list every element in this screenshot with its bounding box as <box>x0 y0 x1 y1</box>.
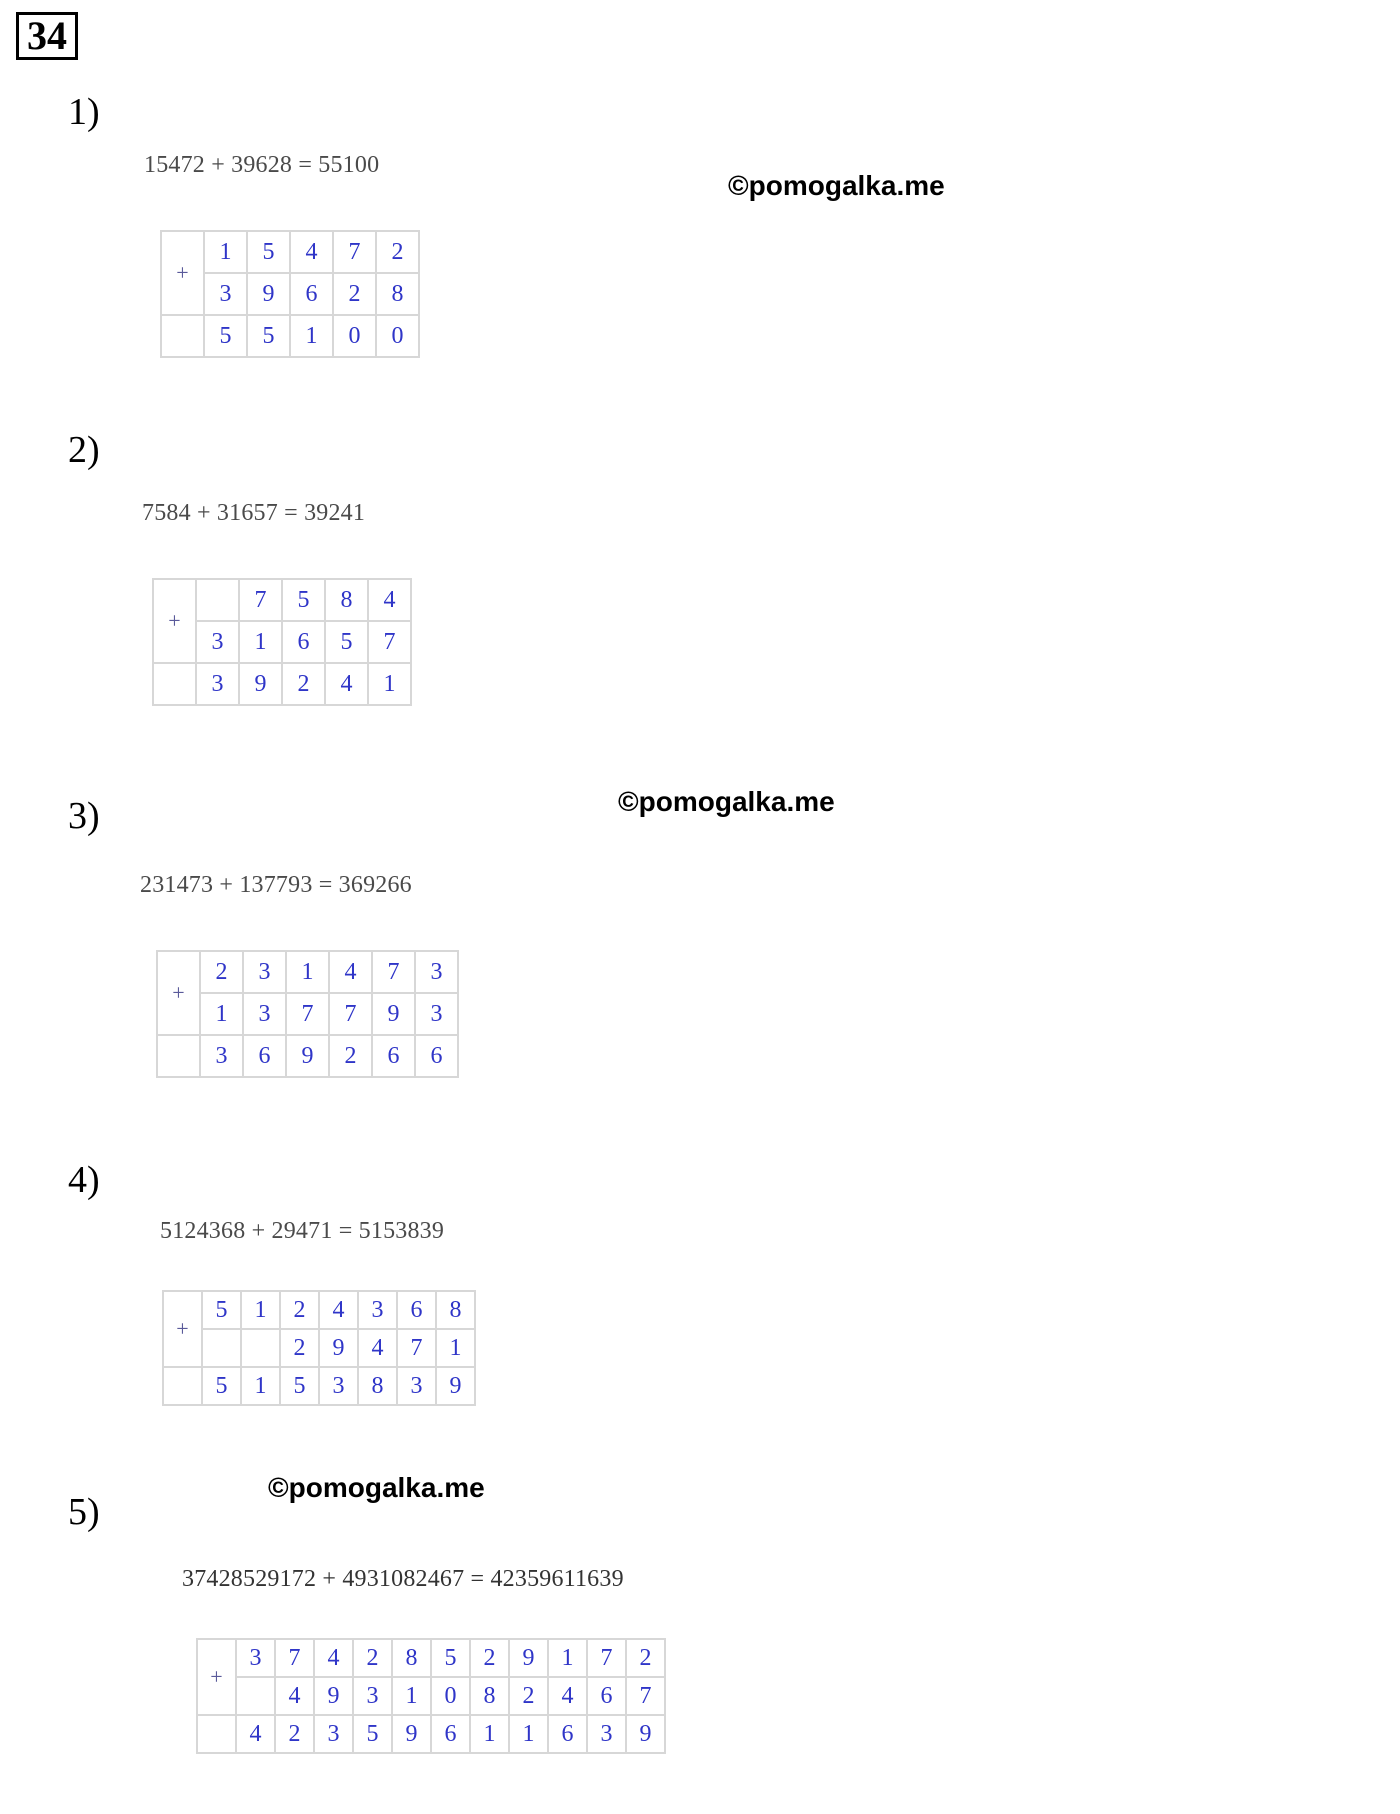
result-row <box>161 315 419 357</box>
digit-cell: 5 <box>247 231 290 273</box>
digit-cell: 4 <box>329 951 372 993</box>
digit-cell: 9 <box>314 1677 353 1715</box>
digit-cell: 4 <box>290 231 333 273</box>
digit-cell: 2 <box>353 1639 392 1677</box>
addend-row <box>161 231 419 273</box>
digit-cell: 3 <box>243 993 286 1035</box>
digit-cell: 9 <box>286 1035 329 1077</box>
digit-cell: 7 <box>239 579 282 621</box>
addition-table-4 <box>162 1290 476 1406</box>
digit-cell: 2 <box>280 1291 319 1329</box>
digit-cell: 7 <box>329 993 372 1035</box>
digit-cell: 5 <box>202 1367 241 1405</box>
addend-row <box>153 579 411 621</box>
result-row <box>157 1035 458 1077</box>
digit-cell: 6 <box>282 621 325 663</box>
equation-1: 15472 + 39628 = 55100 <box>144 152 380 178</box>
digit-cell: 1 <box>241 1367 280 1405</box>
digit-cell: 1 <box>290 315 333 357</box>
plus-sign: + <box>153 579 196 663</box>
digit-cell: 7 <box>368 621 411 663</box>
digit-cell: 9 <box>392 1715 431 1753</box>
digit-cell: 1 <box>241 1291 280 1329</box>
digit-cell: 1 <box>470 1715 509 1753</box>
digit-cell: 4 <box>314 1639 353 1677</box>
result-row <box>197 1715 665 1753</box>
item-label-2: 2) <box>68 429 100 471</box>
empty-cell <box>161 315 204 357</box>
plus-sign: + <box>161 231 204 315</box>
equation-4: 5124368 + 29471 = 5153839 <box>160 1218 445 1244</box>
digit-cell: 8 <box>358 1367 397 1405</box>
digit-cell: 6 <box>243 1035 286 1077</box>
digit-cell: 3 <box>236 1639 275 1677</box>
digit-cell: 2 <box>275 1715 314 1753</box>
digit-cell: 1 <box>204 231 247 273</box>
digit-cell: 4 <box>325 663 368 705</box>
item-label-5: 5) <box>68 1491 100 1533</box>
digit-cell: 7 <box>286 993 329 1035</box>
digit-cell: 3 <box>196 621 239 663</box>
digit-cell: 9 <box>247 273 290 315</box>
task-number: 34 <box>16 12 78 60</box>
digit-cell: 3 <box>415 993 458 1035</box>
plus-sign: + <box>197 1639 236 1715</box>
digit-cell: 4 <box>236 1715 275 1753</box>
addition-table-3 <box>156 950 459 1078</box>
digit-cell: 6 <box>397 1291 436 1329</box>
addition-table-1 <box>160 230 420 358</box>
digit-cell: 3 <box>358 1291 397 1329</box>
digit-cell <box>236 1677 275 1715</box>
watermark-1: ©pomogalka.me <box>728 170 945 201</box>
digit-cell: 0 <box>376 315 419 357</box>
digit-cell: 1 <box>392 1677 431 1715</box>
digit-cell: 3 <box>415 951 458 993</box>
digit-cell: 0 <box>431 1677 470 1715</box>
digit-cell: 4 <box>368 579 411 621</box>
addend-row <box>197 1639 665 1677</box>
digit-cell: 9 <box>626 1715 665 1753</box>
digit-cell: 8 <box>392 1639 431 1677</box>
empty-cell <box>197 1715 236 1753</box>
watermark-3: ©pomogalka.me <box>268 1472 485 1503</box>
addend-row <box>157 993 458 1035</box>
digit-cell: 2 <box>329 1035 372 1077</box>
addend-row <box>197 1677 665 1715</box>
digit-cell: 6 <box>372 1035 415 1077</box>
digit-cell: 5 <box>353 1715 392 1753</box>
digit-cell: 9 <box>509 1639 548 1677</box>
empty-cell <box>163 1367 202 1405</box>
digit-cell: 4 <box>319 1291 358 1329</box>
digit-cell: 9 <box>239 663 282 705</box>
digit-cell: 6 <box>587 1677 626 1715</box>
empty-cell <box>153 663 196 705</box>
digit-cell: 2 <box>509 1677 548 1715</box>
digit-cell: 3 <box>204 273 247 315</box>
item-label-3: 3) <box>68 795 100 837</box>
item-label-1: 1) <box>68 91 100 133</box>
digit-cell: 2 <box>626 1639 665 1677</box>
digit-cell: 3 <box>587 1715 626 1753</box>
digit-cell: 8 <box>325 579 368 621</box>
empty-cell <box>157 1035 200 1077</box>
digit-cell: 9 <box>319 1329 358 1367</box>
equation-3: 231473 + 137793 = 369266 <box>140 872 412 898</box>
digit-cell: 2 <box>376 231 419 273</box>
digit-cell: 7 <box>397 1329 436 1367</box>
digit-cell: 2 <box>470 1639 509 1677</box>
digit-cell: 7 <box>587 1639 626 1677</box>
digit-cell: 3 <box>314 1715 353 1753</box>
digit-cell: 3 <box>243 951 286 993</box>
digit-cell: 1 <box>286 951 329 993</box>
addend-row <box>157 951 458 993</box>
digit-cell: 5 <box>431 1639 470 1677</box>
digit-cell: 6 <box>290 273 333 315</box>
addition-table-2 <box>152 578 412 706</box>
watermark-2: ©pomogalka.me <box>618 786 835 817</box>
digit-cell: 5 <box>204 315 247 357</box>
digit-cell <box>196 579 239 621</box>
digit-cell: 7 <box>275 1639 314 1677</box>
digit-cell: 2 <box>200 951 243 993</box>
digit-cell: 3 <box>196 663 239 705</box>
digit-cell: 8 <box>376 273 419 315</box>
plus-sign: + <box>163 1291 202 1367</box>
digit-cell: 7 <box>372 951 415 993</box>
digit-cell: 5 <box>280 1367 319 1405</box>
digit-cell: 1 <box>239 621 282 663</box>
digit-cell: 1 <box>368 663 411 705</box>
digit-cell: 5 <box>325 621 368 663</box>
item-label-4: 4) <box>68 1159 100 1201</box>
digit-cell: 8 <box>436 1291 475 1329</box>
digit-cell: 9 <box>436 1367 475 1405</box>
digit-cell: 1 <box>548 1639 587 1677</box>
digit-cell: 0 <box>333 315 376 357</box>
digit-cell: 6 <box>415 1035 458 1077</box>
digit-cell: 6 <box>548 1715 587 1753</box>
digit-cell: 1 <box>200 993 243 1035</box>
digit-cell: 3 <box>397 1367 436 1405</box>
plus-sign: + <box>157 951 200 1035</box>
digit-cell: 3 <box>353 1677 392 1715</box>
digit-cell: 7 <box>333 231 376 273</box>
digit-cell: 5 <box>247 315 290 357</box>
digit-cell: 2 <box>280 1329 319 1367</box>
digit-cell: 3 <box>319 1367 358 1405</box>
digit-cell: 6 <box>431 1715 470 1753</box>
result-row <box>153 663 411 705</box>
result-row <box>163 1367 475 1405</box>
digit-cell: 2 <box>282 663 325 705</box>
digit-cell: 8 <box>470 1677 509 1715</box>
digit-cell: 1 <box>509 1715 548 1753</box>
equation-2: 7584 + 31657 = 39241 <box>142 500 366 526</box>
digit-cell: 4 <box>275 1677 314 1715</box>
digit-cell: 5 <box>282 579 325 621</box>
addend-row <box>163 1291 475 1329</box>
digit-cell <box>241 1329 280 1367</box>
addend-row <box>163 1329 475 1367</box>
equation-5: 37428529172 + 4931082467 = 42359611639 <box>182 1566 624 1592</box>
digit-cell: 2 <box>333 273 376 315</box>
digit-cell: 3 <box>200 1035 243 1077</box>
digit-cell <box>202 1329 241 1367</box>
digit-cell: 9 <box>372 993 415 1035</box>
digit-cell: 4 <box>548 1677 587 1715</box>
digit-cell: 7 <box>626 1677 665 1715</box>
digit-cell: 5 <box>202 1291 241 1329</box>
addition-table-5 <box>196 1638 666 1754</box>
digit-cell: 4 <box>358 1329 397 1367</box>
digit-cell: 1 <box>436 1329 475 1367</box>
